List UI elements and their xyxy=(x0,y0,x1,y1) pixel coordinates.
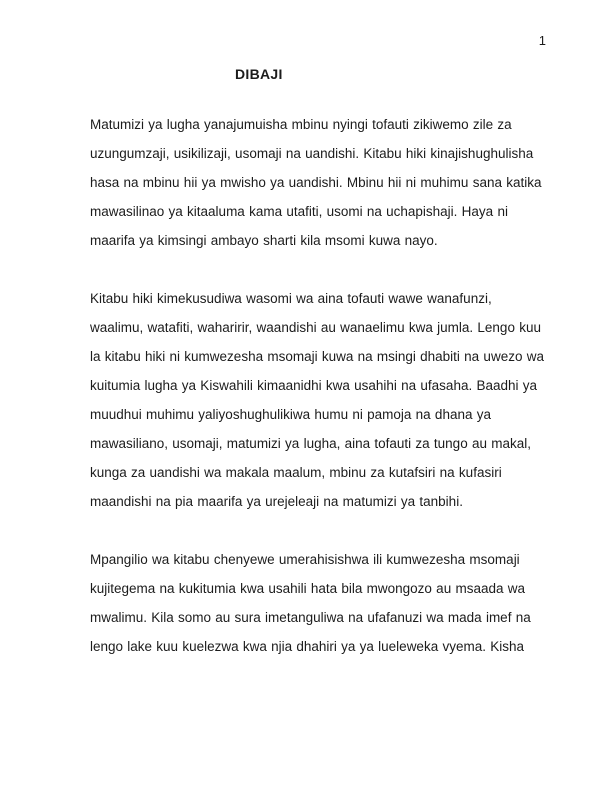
page-number: 1 xyxy=(538,33,546,48)
paragraph: Mpangilio wa kitabu chenyewe umerahisishwa ili kumwezesha msomaji kujitegema na kukitumia kwa usahili hata bila mwongozo au msaada wa mwalimu. Kila somo au sura imetanguliwa na ufafanuzi wa mada imef na lengo lake kuu kuelezwa kwa njia dhahiri ya ya lueleweka vyema. Kisha xyxy=(90,552,531,654)
paragraph: Matumizi ya lugha yanajumuisha mbinu nyingi tofauti zikiwemo zile za uzungumzaji, usikilizaji, usomaji na uandishi. Kitabu hiki kinajishughulisha hasa na mbinu hii ya mwisho ya uandishi. Mbinu hii ni muhimu sana katika mawasilinao ya kitaaluma kama utafiti, usomi na uchapishaji. Haya ni maarifa ya kimsingi ambayo sharti kila msomi kuwa nayo. xyxy=(90,117,542,248)
paragraph: Kitabu hiki kimekusudiwa wasomi wa aina tofauti wawe wanafunzi, waalimu, watafiti, waharirir, waandishi au wanaelimu kwa jumla. Lengo kuu la kitabu hiki ni kumwezesha msomaji kuwa na msingi dhabiti na uwezo wa kuitumia lugha ya Kiswahili kimaanidhi kwa usahihi na ufasaha. Baadhi ya muudhui muhimu yaliyoshughulikiwa humu ni pamoja na dhana ya mawasiliano, usomaji, matumizi ya lugha, aina tofauti za tungo au makal, kunga za uandishi wa makala maalum, mbinu za kutafsiri na kufasiri maandishi na pia maarifa ya urejeleaji na matumizi ya tanbihi. xyxy=(90,291,544,509)
page-content xyxy=(90,66,548,661)
body-text xyxy=(90,110,548,661)
section-heading: DIBAJI xyxy=(235,66,283,82)
